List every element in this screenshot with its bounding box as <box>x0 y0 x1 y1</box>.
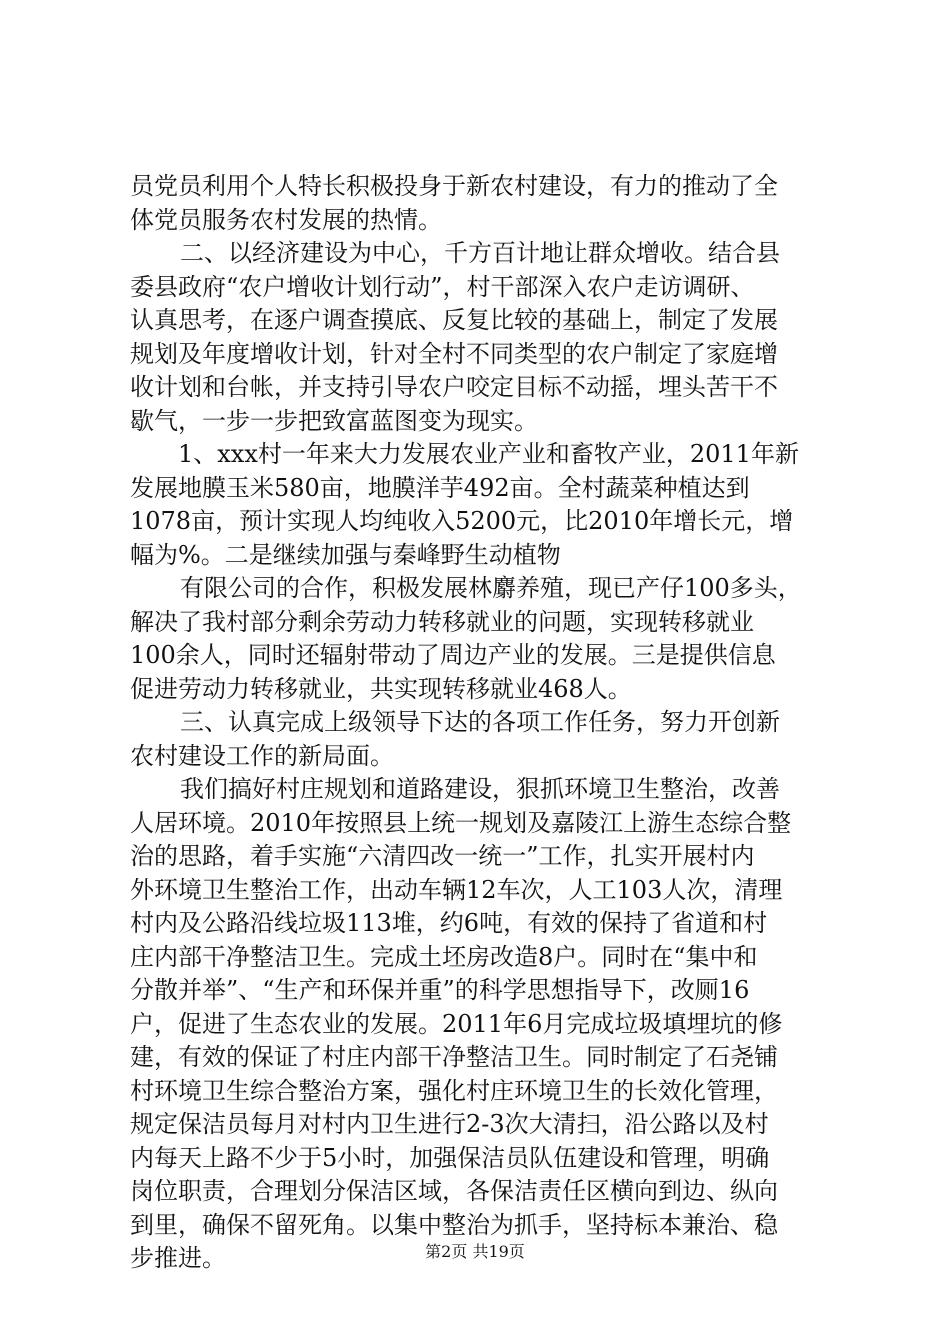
text-line: 规定保洁员每月对村内卫生进行2-3次大清扫，沿公路以及村 <box>130 1110 769 1138</box>
text-line: 发展地膜玉米580亩，地膜洋芋492亩。全村蔬菜种植达到 <box>130 473 750 502</box>
text-line: 户，促进了生态农业的发展。2011年6月完成垃圾填埋坑的修 <box>130 1009 783 1038</box>
list-item: 1、xxx村一年来大力发展农业产业和畜牧产业，2011年新 <box>178 440 799 468</box>
section-heading: 二、以经济建设为中心，千方百计地让群众增收。结合县 <box>180 239 780 267</box>
text-line: 内每天上路不少于5小时，加强保洁员队伍建设和管理，明确 <box>130 1143 770 1172</box>
text-line: 认真思考，在逐户调查摸底、反复比较的基础上，制定了发展 <box>130 306 778 334</box>
text-line: 农村建设工作的新局面。 <box>130 741 394 770</box>
text-line: 人居环境。2010年按照县上统一规划及嘉陵江上游生态综合整 <box>130 808 792 837</box>
text-line: 岗位职责，合理划分保洁区域，各保洁责任区横向到边、纵向 <box>130 1177 778 1205</box>
text-line: 员党员利用个人特长积极投身于新农村建设，有力的推动了全 <box>130 172 778 200</box>
text-line: 分散并举”、“生产和环保并重”的科学思想指导下，改厕16 <box>130 976 750 1004</box>
paragraph-start: 我们搞好村庄规划和道路建设，狠抓环境卫生整治，改善 <box>180 775 780 803</box>
text-line: 100余人，同时还辐射带动了周边产业的发展。三是提供信息 <box>130 641 776 669</box>
document-body <box>130 170 834 1276</box>
section-heading: 三、认真完成上级领导下达的各项工作任务，努力开创新 <box>180 708 780 736</box>
text-line: 村环境卫生综合整治方案，强化村庄环境卫生的长效化管理， <box>130 1076 778 1105</box>
text-line: 步推进。 <box>130 1244 226 1272</box>
text-line: 委县政府“农户增收计划行动”，村干部深入农户走访调研、 <box>130 272 755 301</box>
text-line: 庄内部干净整洁卫生。完成土坯房改造8户。同时在“集中和 <box>130 942 758 971</box>
text-line: 外环境卫生整治工作，出动车辆12车次，人工103人次，清理 <box>130 875 783 904</box>
text-line: 收计划和台帐，并支持引导农户咬定目标不动摇，埋头苦干不 <box>130 373 778 401</box>
text-line: 村内及公路沿线垃圾113堆，约6吨，有效的保持了省道和村 <box>130 909 768 937</box>
text-line: 歇气，一步一步把致富蓝图变为现实。 <box>130 406 538 435</box>
text-line: 幅为%。二是继续加强与秦峰野生动植物 <box>130 540 561 569</box>
text-line: 治的思路，着手实施“六清四改一统一”工作，扎实开展村内 <box>130 842 755 870</box>
text-line: 到里，确保不留死角。以集中整治为抓手，坚持标本兼治、稳 <box>130 1210 778 1239</box>
text-line: 规划及年度增收计划，针对全村不同类型的农户制定了家庭增 <box>130 339 778 368</box>
text-line: 1078亩，预计实现人均纯收入5200元，比2010年增长元，增 <box>130 507 794 535</box>
text-line: 体党员服务农村发展的热情。 <box>130 205 442 234</box>
page-number-footer: 第2页 共19页 <box>425 1242 525 1261</box>
text-line: 建，有效的保证了村庄内部干净整洁卫生。同时制定了石尧铺 <box>130 1043 778 1071</box>
text-line: 促进劳动力转移就业，共实现转移就业468人。 <box>130 674 632 703</box>
text-line: 解决了我村部分剩余劳动力转移就业的问题，实现转移就业 <box>130 607 754 636</box>
paragraph-start: 有限公司的合作，积极发展林麝养殖，现已产仔100多头， <box>180 574 802 602</box>
